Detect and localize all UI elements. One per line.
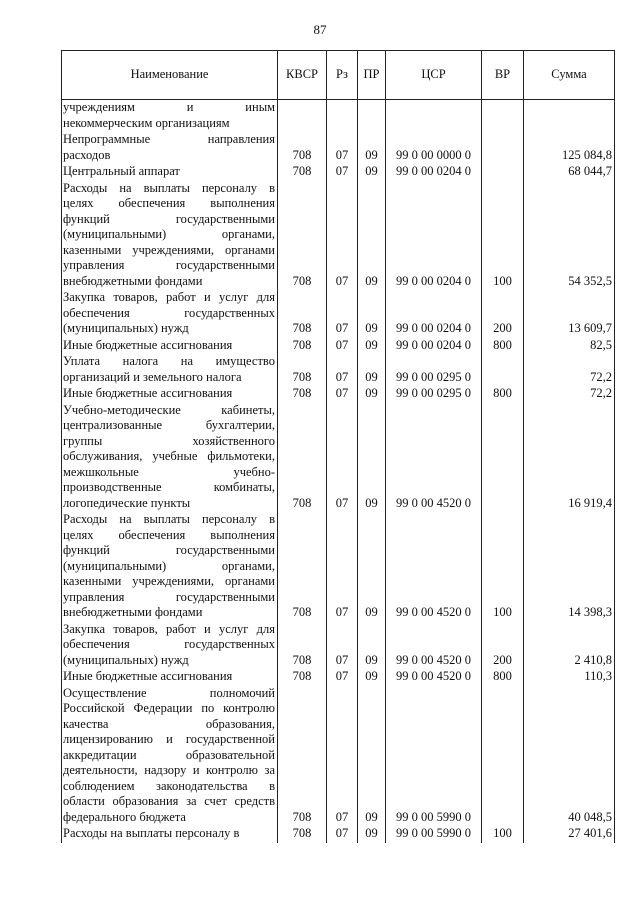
- cell-csr: 99 0 00 0204 0: [386, 164, 482, 181]
- cell-name-line: расходов: [63, 147, 111, 162]
- cell-pr: 09: [358, 354, 386, 386]
- cell-name-line: производственные комбинаты,: [63, 480, 275, 494]
- cell-name-line: Расходы на выплаты персоналу в: [63, 826, 240, 840]
- table-row: [62, 826, 615, 843]
- cell-rz: 07: [327, 669, 358, 686]
- table-row: [62, 164, 615, 181]
- cell-sum: 125 084,8: [524, 132, 615, 164]
- cell-name-line: централизованные бухгалтерии,: [63, 418, 275, 432]
- cell-vr: 100: [482, 181, 524, 291]
- cell-sum: 16 919,4: [524, 403, 615, 513]
- cell-rz: 07: [327, 622, 358, 670]
- cell-name-line: (муниципальными) органами,: [63, 227, 275, 241]
- cell-name: [62, 622, 278, 670]
- cell-vr: 800: [482, 386, 524, 403]
- cell-name-line: внебюджетными фондами: [63, 273, 203, 288]
- table-row: [62, 338, 615, 355]
- cell-name: [62, 686, 278, 827]
- cell-name-line: Закупка товаров, работ и услуг для: [63, 290, 275, 304]
- header-name: Наименование: [62, 51, 278, 100]
- cell-sum: 68 044,7: [524, 164, 615, 181]
- cell-name: [62, 403, 278, 513]
- cell-kvsr: 708: [278, 622, 327, 670]
- table-row: [62, 386, 615, 403]
- cell-name-line: Расходы на выплаты персоналу в: [63, 180, 275, 195]
- cell-vr: [482, 354, 524, 386]
- cell-csr: 99 0 00 5990 0: [386, 686, 482, 827]
- cell-name-line: Иные бюджетные ассигнования: [63, 669, 233, 683]
- table-header: [62, 51, 615, 100]
- table-row: [62, 512, 615, 622]
- cell-pr: 09: [358, 512, 386, 622]
- cell-sum: 40 048,5: [524, 686, 615, 827]
- cell-kvsr: 708: [278, 403, 327, 513]
- cell-pr: 09: [358, 403, 386, 513]
- cell-pr: 09: [358, 669, 386, 686]
- cell-name: [62, 164, 278, 181]
- cell-name-line: внебюджетными фондами: [63, 605, 203, 619]
- cell-kvsr: 708: [278, 354, 327, 386]
- cell-sum: 13 609,7: [524, 290, 615, 338]
- cell-name-line: управления государственными: [63, 589, 275, 604]
- cell-name: [62, 100, 278, 133]
- cell-vr: [482, 164, 524, 181]
- cell-sum: 82,5: [524, 338, 615, 355]
- cell-name-line: (муниципальными) органами,: [63, 558, 275, 573]
- cell-name-line: аккредитации образовательной: [63, 747, 275, 762]
- cell-name: [62, 132, 278, 164]
- cell-csr: [386, 100, 482, 133]
- cell-kvsr: 708: [278, 686, 327, 827]
- cell-name-line: области образования за счет средств: [63, 794, 275, 808]
- cell-name: [62, 338, 278, 355]
- cell-vr: 100: [482, 826, 524, 843]
- cell-pr: 09: [358, 164, 386, 181]
- cell-rz: 07: [327, 686, 358, 827]
- cell-name-line: казенными учреждениями, органами: [63, 574, 275, 588]
- cell-sum: 110,3: [524, 669, 615, 686]
- budget-table: [61, 50, 615, 843]
- cell-name-line: (муниципальных) нужд: [63, 652, 189, 667]
- cell-name-line: логопедические пункты: [63, 495, 191, 510]
- cell-csr: 99 0 00 4520 0: [386, 622, 482, 670]
- cell-name-line: качества образования,: [63, 716, 275, 731]
- cell-name-line: некоммерческим организациям: [63, 115, 230, 130]
- cell-pr: 09: [358, 386, 386, 403]
- cell-name-line: Уплата налога на имущество: [63, 354, 275, 368]
- header-vr: ВР: [482, 51, 524, 100]
- table-row: [62, 290, 615, 338]
- cell-kvsr: 708: [278, 338, 327, 355]
- cell-name-line: учреждениям и иным: [63, 100, 275, 114]
- cell-rz: 07: [327, 826, 358, 843]
- cell-rz: 07: [327, 354, 358, 386]
- cell-name-line: деятельности, надзору и контролю за: [63, 763, 275, 777]
- cell-name-line: функций государственными: [63, 543, 275, 557]
- cell-name-line: межшкольные учебно-: [63, 464, 275, 479]
- cell-name-line: обеспечения государственных: [63, 637, 275, 651]
- cell-csr: 99 0 00 4520 0: [386, 669, 482, 686]
- cell-name-line: Закупка товаров, работ и услуг для: [63, 621, 275, 636]
- cell-name-line: организаций и земельного налога: [63, 369, 242, 384]
- cell-name-line: казенными учреждениями, органами: [63, 242, 275, 257]
- cell-kvsr: 708: [278, 386, 327, 403]
- table-row: [62, 669, 615, 686]
- cell-name-line: целях обеспечения выполнения: [63, 527, 275, 542]
- cell-name-line: Осуществление полномочий: [63, 685, 275, 700]
- table-row: [62, 354, 615, 386]
- cell-csr: 99 0 00 0204 0: [386, 338, 482, 355]
- cell-pr: 09: [358, 338, 386, 355]
- cell-name-line: целях обеспечения выполнения: [63, 196, 275, 210]
- table-row: [62, 100, 615, 133]
- cell-sum: [524, 100, 615, 133]
- table-row: [62, 622, 615, 670]
- cell-kvsr: 708: [278, 290, 327, 338]
- cell-csr: 99 0 00 0204 0: [386, 181, 482, 291]
- cell-name-line: Российской Федерации по контролю: [63, 701, 275, 715]
- cell-pr: 09: [358, 132, 386, 164]
- cell-name: [62, 354, 278, 386]
- cell-vr: [482, 403, 524, 513]
- cell-name-line: обеспечения государственных: [63, 305, 275, 320]
- cell-pr: 09: [358, 290, 386, 338]
- cell-name-line: федерального бюджета: [63, 809, 186, 824]
- cell-csr: 99 0 00 0295 0: [386, 386, 482, 403]
- cell-rz: 07: [327, 338, 358, 355]
- cell-rz: [327, 100, 358, 133]
- cell-name-line: Непрограммные направления: [63, 132, 275, 146]
- cell-kvsr: [278, 100, 327, 133]
- cell-name-line: обслуживания, учебные фильмотеки,: [63, 449, 275, 463]
- cell-kvsr: 708: [278, 512, 327, 622]
- cell-pr: 09: [358, 686, 386, 827]
- cell-name: [62, 181, 278, 291]
- cell-kvsr: 708: [278, 669, 327, 686]
- cell-rz: 07: [327, 290, 358, 338]
- cell-vr: 800: [482, 669, 524, 686]
- cell-name-line: группы хозяйственного: [63, 433, 275, 448]
- cell-kvsr: 708: [278, 181, 327, 291]
- header-rz: Рз: [327, 51, 358, 100]
- cell-rz: 07: [327, 132, 358, 164]
- header-pr: ПР: [358, 51, 386, 100]
- header-kvsr: КВСР: [278, 51, 327, 100]
- table-row: [62, 132, 615, 164]
- table-row: [62, 403, 615, 513]
- cell-pr: [358, 100, 386, 133]
- cell-name-line: Центральный аппарат: [63, 164, 180, 178]
- cell-vr: [482, 132, 524, 164]
- cell-rz: 07: [327, 512, 358, 622]
- cell-sum: 72,2: [524, 354, 615, 386]
- page-number: 87: [313, 22, 327, 37]
- cell-vr: [482, 686, 524, 827]
- cell-kvsr: 708: [278, 132, 327, 164]
- cell-kvsr: 708: [278, 826, 327, 843]
- cell-name-line: (муниципальных) нужд: [63, 321, 189, 335]
- cell-sum: 27 401,6: [524, 826, 615, 843]
- cell-vr: 200: [482, 290, 524, 338]
- cell-vr: 100: [482, 512, 524, 622]
- cell-csr: 99 0 00 4520 0: [386, 403, 482, 513]
- cell-rz: 07: [327, 164, 358, 181]
- cell-name: [62, 826, 278, 843]
- cell-name-line: лицензированию и государственной: [63, 732, 275, 746]
- cell-csr: 99 0 00 0000 0: [386, 132, 482, 164]
- cell-rz: 07: [327, 403, 358, 513]
- cell-sum: 72,2: [524, 386, 615, 403]
- cell-name: [62, 512, 278, 622]
- cell-name: [62, 386, 278, 403]
- cell-pr: 09: [358, 622, 386, 670]
- cell-vr: [482, 100, 524, 133]
- cell-sum: 54 352,5: [524, 181, 615, 291]
- cell-name-line: управления государственными: [63, 258, 275, 272]
- cell-name-line: функций государственными: [63, 211, 275, 226]
- cell-kvsr: 708: [278, 164, 327, 181]
- header-csr: ЦСР: [386, 51, 482, 100]
- cell-name: [62, 290, 278, 338]
- cell-csr: 99 0 00 4520 0: [386, 512, 482, 622]
- cell-rz: 07: [327, 386, 358, 403]
- cell-vr: 800: [482, 338, 524, 355]
- cell-name-line: Иные бюджетные ассигнования: [63, 386, 233, 400]
- cell-name-line: соблюдением законодательства в: [63, 778, 275, 793]
- header-sum: Сумма: [524, 51, 615, 100]
- table-row: [62, 181, 615, 291]
- cell-name-line: Расходы на выплаты персоналу в: [63, 512, 275, 526]
- cell-csr: 99 0 00 0295 0: [386, 354, 482, 386]
- table-row: [62, 686, 615, 827]
- cell-pr: 09: [358, 181, 386, 291]
- cell-rz: 07: [327, 181, 358, 291]
- cell-name-line: Иные бюджетные ассигнования: [63, 337, 233, 352]
- table-body: [62, 100, 615, 843]
- cell-name: [62, 669, 278, 686]
- cell-name-line: Учебно-методические кабинеты,: [63, 402, 275, 417]
- cell-vr: 200: [482, 622, 524, 670]
- cell-pr: 09: [358, 826, 386, 843]
- cell-csr: 99 0 00 5990 0: [386, 826, 482, 843]
- cell-sum: 2 410,8: [524, 622, 615, 670]
- cell-sum: 14 398,3: [524, 512, 615, 622]
- cell-csr: 99 0 00 0204 0: [386, 290, 482, 338]
